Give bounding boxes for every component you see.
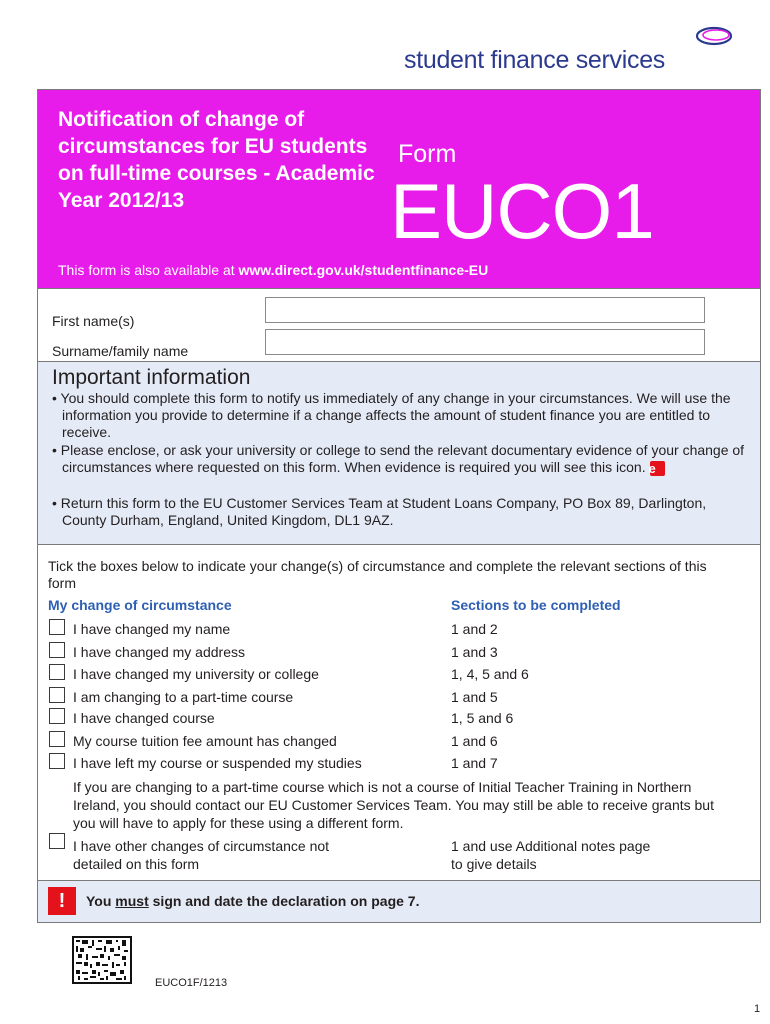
important-information xyxy=(37,361,761,545)
form-reference-code: EUCO1F/1213 xyxy=(155,977,228,989)
change-sections: 1, 5 and 6 xyxy=(451,710,514,726)
info-bullet-text xyxy=(48,442,748,476)
change-checkbox[interactable] xyxy=(49,731,65,747)
info-bullet-text: • Return this form to the EU Customer Services Team at Student Loans Company, PO Box 89, Darlington, County Durham, England, United Kingdom, DL1 9AZ. xyxy=(52,495,707,528)
surname-input[interactable] xyxy=(265,329,705,355)
change-sections: 1 and 3 xyxy=(451,644,498,660)
logo-swoosh-icon xyxy=(694,24,734,48)
change-label-cont: detailed on this form xyxy=(73,856,200,872)
form-header xyxy=(37,89,761,289)
change-sections: 1 and 2 xyxy=(451,621,498,637)
column-heading-sections: Sections to be completed xyxy=(451,597,621,613)
change-label: My course tuition fee amount has changed xyxy=(73,733,337,749)
change-label: I have changed my address xyxy=(73,644,245,660)
declaration-prefix: You xyxy=(86,893,116,909)
change-row-course xyxy=(38,706,762,728)
info-bullet-text-inner: • Please enclose, or ask your university or college to send the relevant documentary evidence of your change of circumstances where requested on this form. When evidence is required you will see this icon. xyxy=(52,442,745,475)
change-label: I have changed my university or college xyxy=(73,666,319,682)
declaration-emphasis: must xyxy=(115,893,149,909)
change-intro: Tick the boxes below to indicate your change(s) of circumstance and complete the relevant sections of this form xyxy=(48,558,707,591)
change-row-name xyxy=(38,617,762,639)
logo-text: student finance services xyxy=(404,46,666,74)
change-row-left-course xyxy=(38,751,762,773)
change-sections: 1 and 5 xyxy=(451,689,498,705)
info-bullet-text: • You should complete this form to notify us immediately of any change in your circumstances. We will use the information you provide to determine if a change affects the amount of student finance you are entitled to receive. xyxy=(52,390,731,440)
warning-icon: ! xyxy=(48,887,76,915)
declaration-text xyxy=(86,893,419,909)
page-number: 1 xyxy=(754,1003,761,1015)
change-label: I am changing to a part-time course xyxy=(73,689,294,705)
name-section xyxy=(37,289,761,361)
info-bullet xyxy=(48,442,748,476)
info-bullet xyxy=(48,495,748,529)
change-checkbox[interactable] xyxy=(49,664,65,680)
availability-note xyxy=(58,262,488,278)
change-row-university xyxy=(38,662,762,684)
change-sections: 1 and 7 xyxy=(451,755,498,771)
change-sections-cont: to give details xyxy=(451,856,537,872)
change-checkbox[interactable] xyxy=(49,687,65,703)
change-label: I have changed course xyxy=(73,710,215,726)
declaration-suffix: sign and date the declaration on page 7. xyxy=(148,893,420,909)
barcode-icon xyxy=(72,936,132,984)
info-bullet xyxy=(48,390,748,441)
column-heading-change: My change of circumstance xyxy=(48,597,232,613)
change-checkbox[interactable] xyxy=(49,619,65,635)
first-name-label: First name(s) xyxy=(52,313,135,329)
evidence-icon: e xyxy=(650,461,665,476)
change-row-part-time xyxy=(38,685,762,707)
change-checkbox[interactable] xyxy=(49,642,65,658)
change-row-address xyxy=(38,640,762,662)
change-row-tuition-fee xyxy=(38,729,762,751)
change-checkbox[interactable] xyxy=(49,833,65,849)
important-title: Important information xyxy=(52,366,251,389)
change-sections: 1 and 6 xyxy=(451,733,498,749)
change-label: I have other changes of circumstance not xyxy=(73,838,330,854)
change-section xyxy=(37,545,761,881)
form-label: Form xyxy=(398,140,457,168)
change-label: I have left my course or suspended my studies xyxy=(73,755,362,771)
change-checkbox[interactable] xyxy=(49,753,65,769)
change-sections: 1, 4, 5 and 6 xyxy=(451,666,529,682)
declaration-notice xyxy=(37,881,761,923)
change-row-other xyxy=(38,831,762,875)
change-checkbox[interactable] xyxy=(49,708,65,724)
form-title: Notification of change of circumstances for EU students on full-time courses - Academic Year 2012/13 xyxy=(58,108,375,212)
change-sections: 1 and use Additional notes page xyxy=(451,838,651,854)
form-code: EUCO1 xyxy=(390,167,654,255)
first-name-input[interactable] xyxy=(265,297,705,323)
availability-url[interactable]: www.direct.gov.uk/studentfinance-EU xyxy=(238,262,489,278)
change-label: I have changed my name xyxy=(73,621,231,637)
availability-prefix: This form is also available at xyxy=(58,262,239,278)
surname-label: Surname/family name xyxy=(52,343,189,359)
part-time-note: If you are changing to a part-time course which is not a course of Initial Teacher Training in Northern Ireland, you should contact our EU Customer Services Team. You may still be able to receive grants but you will have to apply for these using a different form. xyxy=(73,779,714,831)
